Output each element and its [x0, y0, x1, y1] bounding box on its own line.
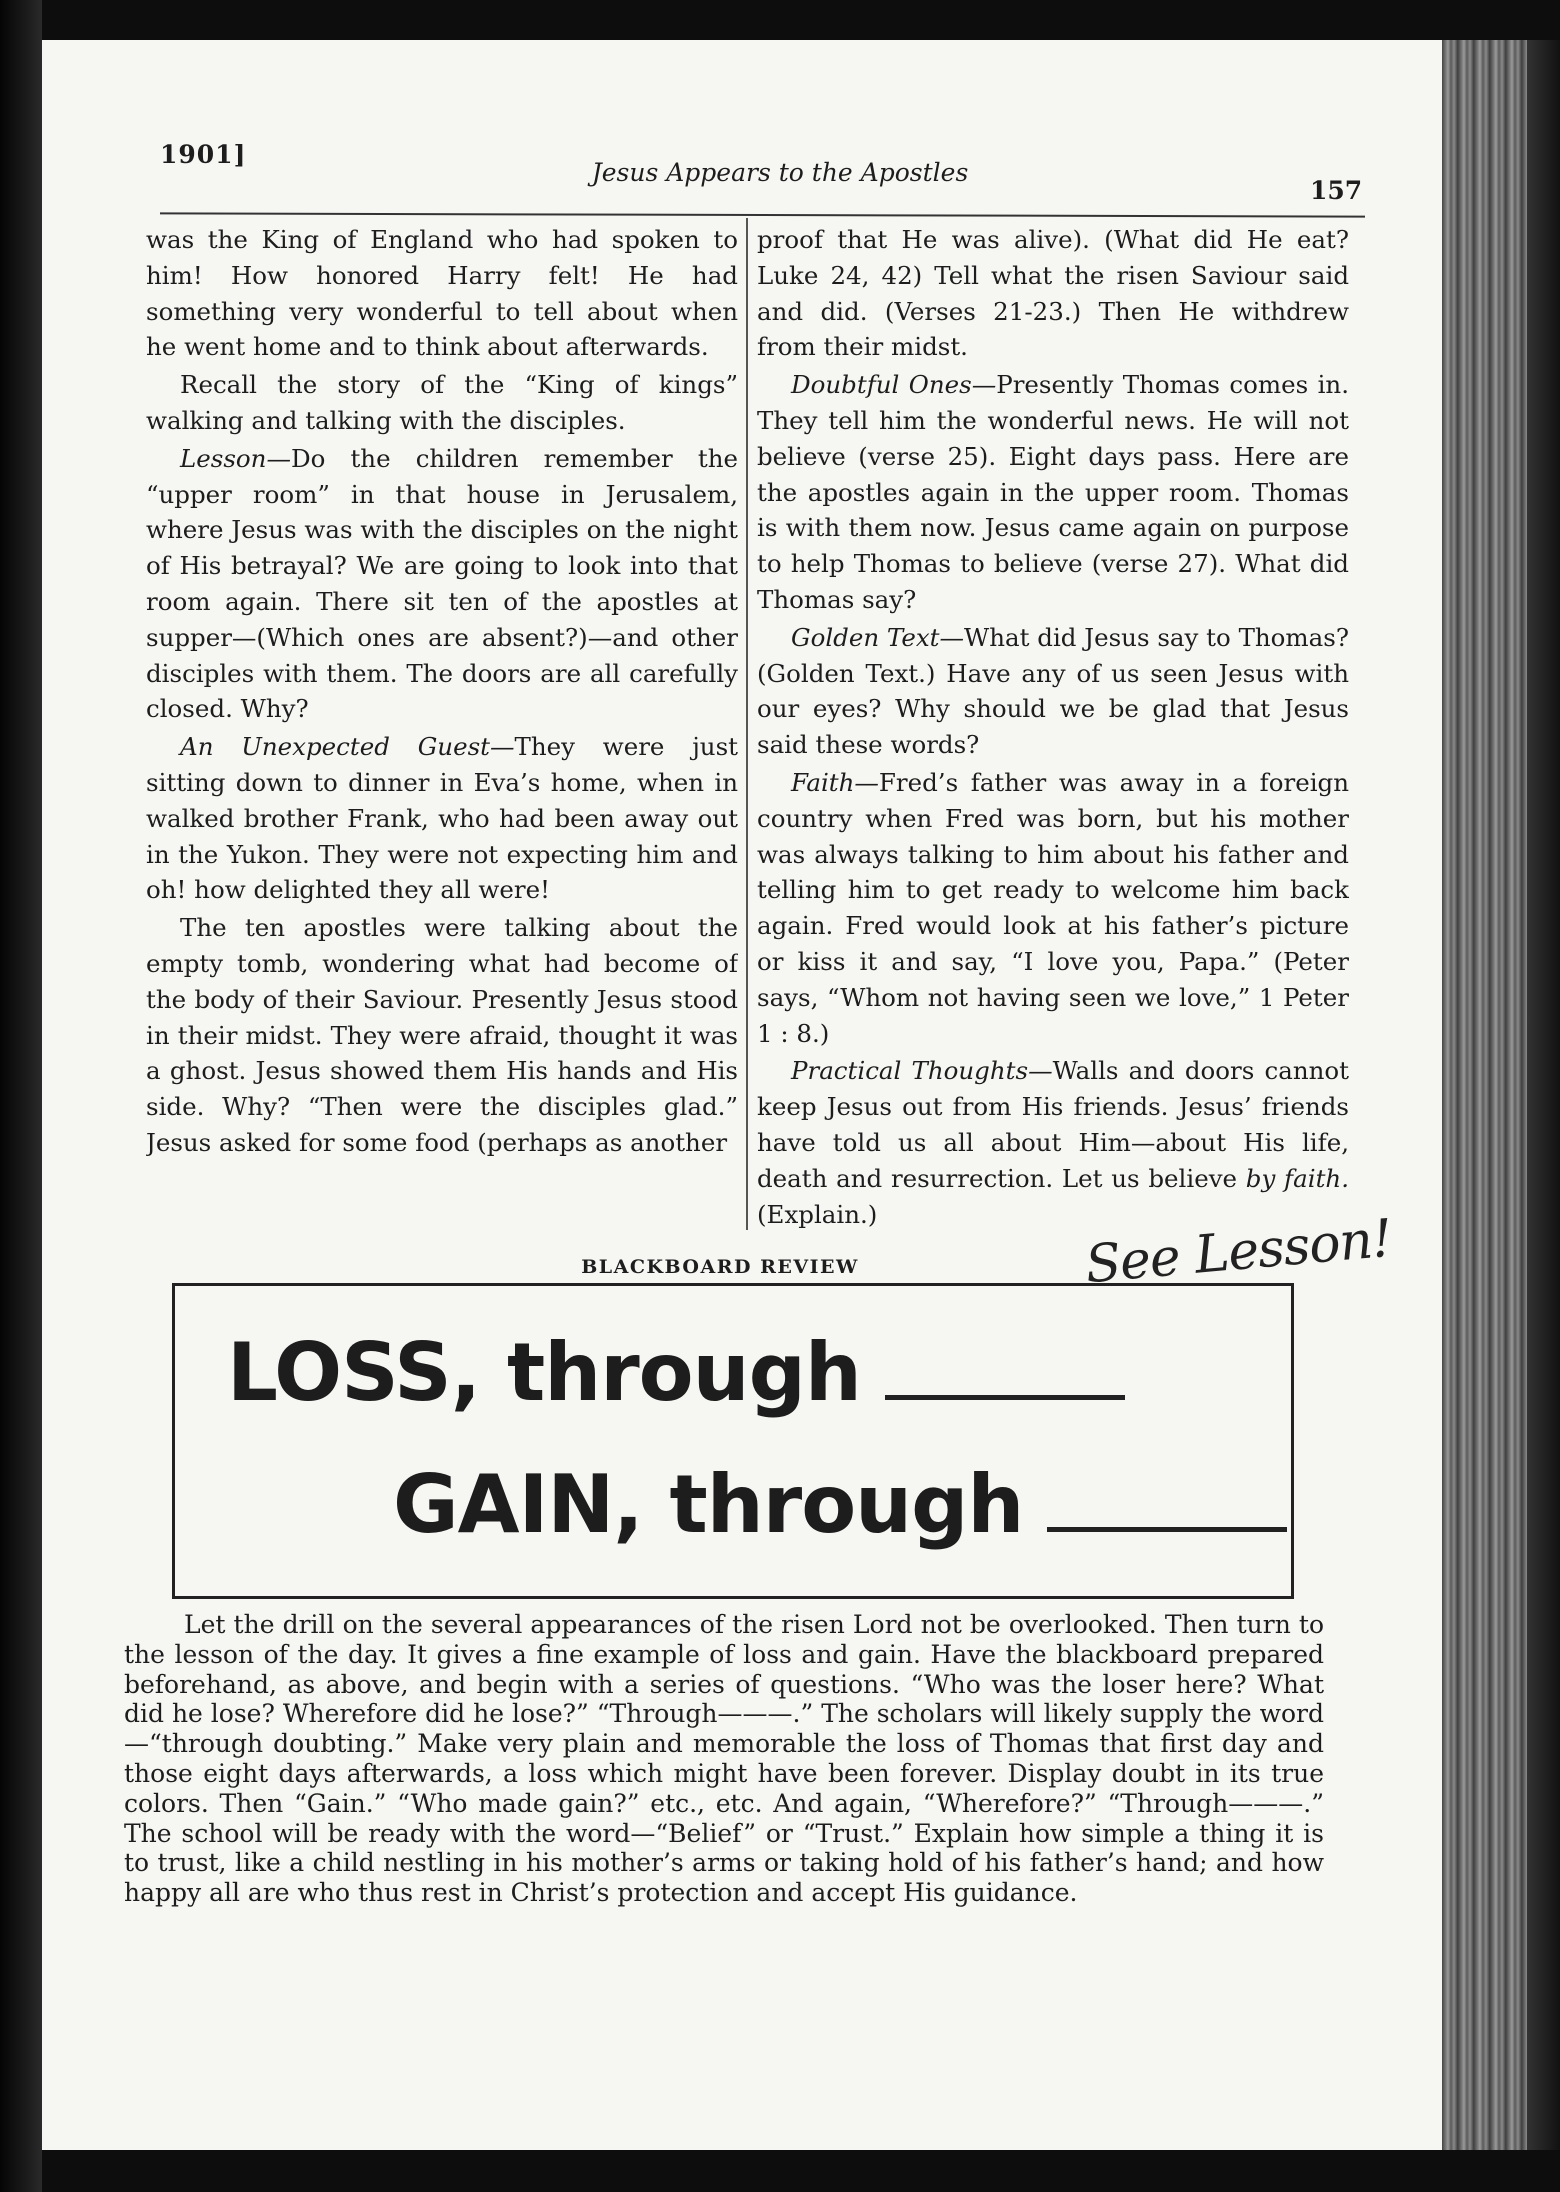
left-paragraph-1: was the King of England who had spoken to him! How honored Harry felt! He had something very wonderful to tell about when he went home and to think about afterwards. [146, 225, 738, 362]
left-paragraph-4 [146, 729, 738, 908]
left-paragraph-4-text: They were just sitting down to dinner in Eva’s home, when in walked brother Frank, who had been away out in the Yukon. They were not expecting him and oh! how delighted they all were! [146, 732, 738, 905]
lead-golden-text: Golden Text— [791, 622, 965, 652]
column-divider [746, 218, 748, 1230]
lead-unexpected-guest: An Unexpected Guest— [180, 732, 515, 762]
left-paragraph-2: Recall the story of the “King of kings” walking and talking with the disciples. [146, 370, 738, 435]
blackboard-box [172, 1283, 1294, 1599]
left-paragraph-3-text: Do the children remember the “upper room” in that house in Jerusalem, where Jesus was with the disciples on the night of His betrayal? We are going to look into that room again. There sit ten of the apostles at supper—(Which ones are absent?)—and other disciples with them. The doors are all carefully closed. Why? [146, 443, 738, 724]
bottom-section [124, 1610, 1324, 1908]
right-paragraph-2-text: Presently Thomas comes in. They tell him the wonderful news. He will not believe (verse 25). Eight days pass. Here are the apostles again in the upper room. Thomas is with them now. Jesus came again on purpose to help Thomas to believe (verse 27). What did Thomas say? [757, 370, 1349, 614]
bottom-paragraph: Let the drill on the several appearances of the risen Lord not be overlooked. Then turn to the lesson of the day. It gives a fine example of loss and gain. Have the blackboard prepared beforehand, as above, and begin with a series of questions. “Who was the loser here? What did he lose? Wherefore did he lose?” “Through———.” The scholars will likely supply the word—“through doubting.” Make very plain and memorable the loss of Thomas that first day and those eight days afterwards, a loss which might have been forever. Display doubt in its true colors. Then “Gain.” “Who made gain?” etc., etc. And again, “Wherefore?” “Through———.” The school will be ready with the word—“Belief” or “Trust.” Explain how simple a thing it is to trust, like a child nestling in his mother’s arms or taking hold of his father’s hand; and how happy all are who thus rest in Christ’s protection and accept His guidance. [124, 1610, 1324, 1908]
left-paragraph-5: The ten apostles were talking about the empty tomb, wondering what had become of the body of their Saviour. Presently Jesus stood in their midst. They were afraid, thought it was a ghost. Jesus showed them His hands and His side. Why? “Then were the disciples glad.” Jesus asked for some food (perhaps as another [146, 913, 738, 1157]
lead-practical-thoughts: Practical Thoughts— [791, 1056, 1053, 1086]
right-paragraph-3-text: What did Jesus say to Thomas? (Golden Text.) Have any of us seen Jesus with our eyes? Why should we be glad that Jesus said these words? [757, 622, 1349, 760]
left-column [146, 222, 738, 1232]
book-cover-edge [1527, 40, 1560, 2150]
right-paragraph-5-end: (Explain.) [757, 1199, 878, 1229]
right-paragraph-4-text: Fred’s father was away in a foreign country when Fred was born, but his mother was always talking to him about his father and telling him to get ready to welcome him back again. Fred would look at his father’s picture or kiss it and say, “I love you, Papa.” (Peter says, “Whom not having seen we love,” 1 Peter 1 : 8.) [757, 767, 1349, 1048]
running-title: Jesus Appears to the Apostles [591, 158, 969, 187]
blackboard-heading: BLACKBOARD REVIEW [581, 1256, 859, 1278]
blank-line-gain [1047, 1526, 1287, 1532]
right-paragraph-5 [757, 1053, 1349, 1232]
lead-faith: Faith— [791, 767, 879, 797]
by-faith-italic: by faith. [1245, 1163, 1349, 1193]
right-paragraph-5-text: Walls and doors cannot keep Jesus out from His friends. Jesus’ friends have told us all about Him—about His life, death and resurrection. Let us believe [757, 1056, 1349, 1193]
handwritten-margin-note: See Lesson! [1082, 1208, 1395, 1296]
right-column [757, 222, 1349, 1232]
right-paragraph-2 [757, 367, 1349, 618]
blank-line-loss [885, 1394, 1125, 1400]
left-paragraph-3 [146, 441, 738, 727]
gain-text: GAIN, through [393, 1458, 1024, 1551]
right-paragraph-3 [757, 620, 1349, 763]
lead-lesson: Lesson— [180, 443, 291, 473]
book-gutter [0, 0, 42, 2192]
right-paragraph-1: proof that He was alive). (What did He eat? Luke 24, 42) Tell what the risen Saviour said and did. (Verses 21-23.) Then He withdrew from their midst. [757, 225, 1349, 362]
blackboard-line-gain [393, 1458, 1287, 1551]
page-number: 157 [1310, 176, 1363, 205]
header-year: 1901] [160, 140, 247, 169]
loss-text: LOSS, through [227, 1326, 861, 1419]
lead-doubtful-ones: Doubtful Ones— [791, 370, 997, 400]
page-stack-edges [1442, 40, 1527, 2150]
blackboard-line-loss [227, 1326, 1125, 1419]
right-paragraph-4 [757, 765, 1349, 1051]
